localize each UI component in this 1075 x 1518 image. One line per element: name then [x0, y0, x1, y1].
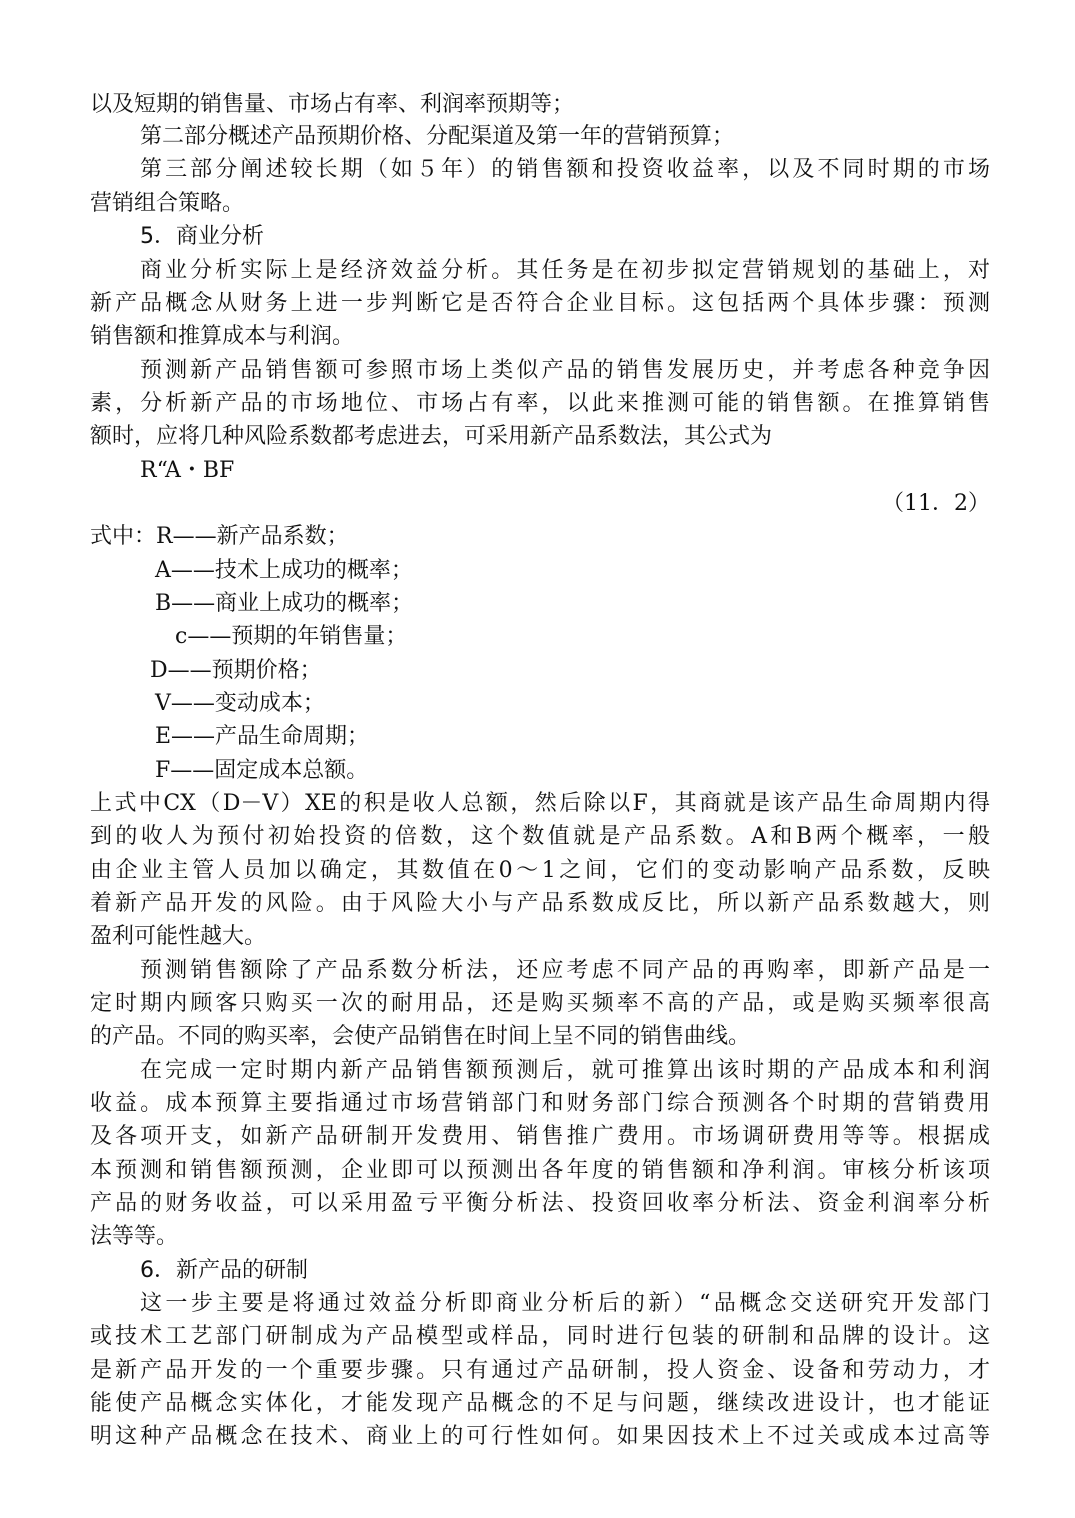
formula-legend-line: F——固定成本总额。: [155, 758, 369, 783]
paragraph-line: 的产品。不同的购买率，会使产品销售在时间上呈不同的销售曲线。: [90, 1024, 751, 1049]
paragraph-line: 第二部分概述产品预期价格、分配渠道及第一年的营销预算；: [140, 124, 735, 149]
paragraph-line: 明这种产品概念在技术、商业上的可行性如何。如果因技术上不过关或成本过高等: [90, 1424, 990, 1449]
paragraph-line: 本预测和销售额预测，企业即可以预测出各年度的销售额和净利润。审核分析该项: [90, 1158, 990, 1183]
section-heading-6: 6．新产品的研制: [140, 1258, 308, 1283]
paragraph-line: 这一步主要是将通过效益分析即商业分析后的新）“品概念交送研究开发部门: [140, 1291, 990, 1316]
formula: R“A・BF: [140, 458, 235, 483]
paragraph-line: 营销组合策略。: [90, 191, 245, 216]
paragraph-line: 预测新产品销售额可参照市场上类似产品的销售发展历史，并考虑各种竞争因: [140, 358, 990, 383]
formula-legend-line: D——预期价格；: [150, 658, 322, 683]
paragraph-line: 由企业主管人员加以确定，其数值在0～1之间，它们的变动影响产品系数，反映: [90, 858, 990, 883]
paragraph-line: 是新产品开发的一个重要步骤。只有通过产品研制，投人资金、设备和劳动力，才: [90, 1358, 990, 1383]
equation-number: （11．2）: [882, 491, 990, 516]
paragraph-line: 销售额和推算成本与利润。: [90, 324, 355, 349]
paragraph-line: 商业分析实际上是经济效益分析。其任务是在初步拟定营销规划的基础上，对: [140, 258, 990, 283]
section-heading-5: 5．商业分析: [140, 224, 264, 249]
formula-legend-line: 式中：R——新产品系数；: [90, 524, 349, 549]
paragraph-line: 第三部分阐述较长期（如５年）的销售额和投资收益率，以及不同时期的市场: [140, 157, 990, 182]
paragraph-line: 能使产品概念实体化，才能发现产品概念的不足与问题，继续改进设计，也才能证: [90, 1391, 990, 1416]
paragraph-line: 在完成一定时期内新产品销售额预测后，就可推算出该时期的产品成本和利润: [140, 1058, 990, 1083]
paragraph-line: 到的收人为预付初始投资的倍数，这个数值就是产品系数。A和B两个概率，一般: [90, 824, 990, 849]
paragraph-line: 收益。成本预算主要指通过市场营销部门和财务部门综合预测各个时期的营销费用: [90, 1091, 990, 1116]
paragraph-line: 盈利可能性越大。: [90, 924, 267, 949]
paragraph-line: 法等等。: [90, 1224, 179, 1249]
paragraph-line: 或技术工艺部门研制成为产品模型或样品，同时进行包装的研制和品牌的设计。这: [90, 1324, 990, 1349]
formula-legend-line: V——变动成本；: [155, 691, 325, 716]
paragraph-line: 定时期内顾客只购买一次的耐用品，还是购买频率不高的产品，或是购买频率很高: [90, 991, 990, 1016]
formula-legend-line: B——商业上成功的概率；: [155, 591, 414, 616]
paragraph-line: 额时，应将几种风险系数都考虑进去，可采用新产品系数法，其公式为: [90, 424, 773, 449]
paragraph-line: 产品的财务收益，可以采用盈亏平衡分析法、投资回收率分析法、资金利润率分析: [90, 1191, 990, 1216]
paragraph-line: 上式中CX（D－V）XE的积是收人总额，然后除以F，其商就是该产品生命周期内得: [90, 791, 990, 816]
paragraph-line: 新产品概念从财务上进一步判断它是否符合企业目标。这包括两个具体步骤：预测: [90, 291, 990, 316]
paragraph-line: 及各项开支，如新产品研制开发费用、销售推广费用。市场调研费用等等。根据成: [90, 1124, 990, 1149]
formula-legend-line: c——预期的年销售量；: [175, 624, 408, 649]
paragraph-line: 着新产品开发的风险。由于风险大小与产品系数成反比，所以新产品系数越大，则: [90, 891, 990, 916]
paragraph-line: 素，分析新产品的市场地位、市场占有率，以此来推测可能的销售额。在推算销售: [90, 391, 990, 416]
paragraph-line: 以及短期的销售量、市场占有率、利润率预期等；: [90, 92, 575, 117]
formula-legend-line: A——技术上成功的概率；: [155, 558, 413, 583]
paragraph-line: 预测销售额除了产品系数分析法，还应考虑不同产品的再购率，即新产品是一: [140, 958, 990, 983]
formula-legend-line: E——产品生命周期；: [155, 724, 370, 749]
